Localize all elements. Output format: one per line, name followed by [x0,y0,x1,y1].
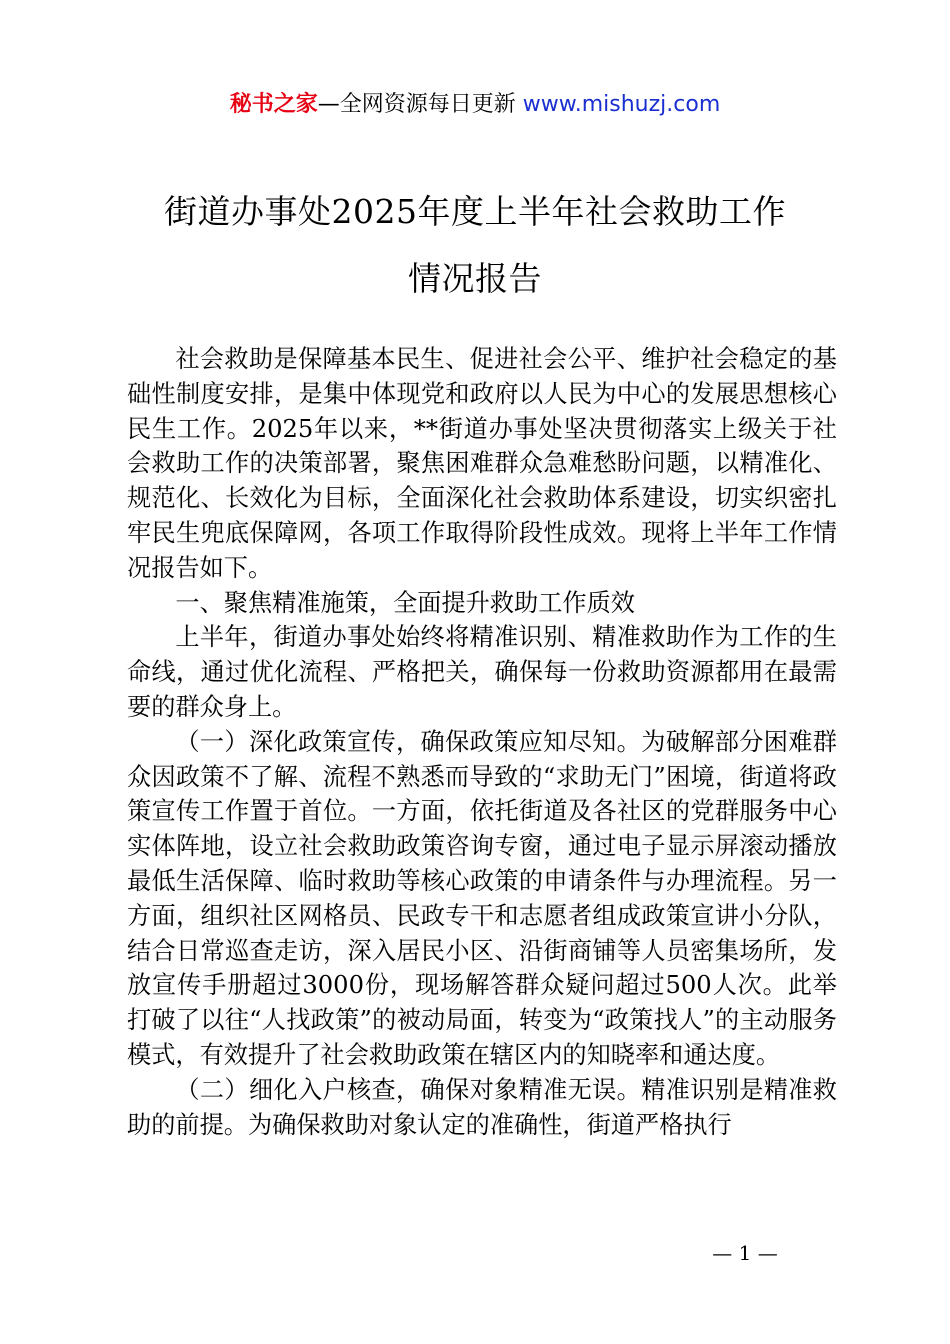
site-url-link[interactable]: www.mishuzj.com [522,92,721,117]
page-number: — 1 — [712,1241,778,1265]
document-title-line-2: 情况报告 [408,259,542,298]
document-title-line-1: 街道办事处2025年度上半年社会救助工作 [164,192,786,231]
site-header [0,88,950,122]
site-tagline: —全网资源每日更新 [317,92,516,117]
section-heading-1: 一、聚焦精准施策，全面提升救助工作质效 [175,588,635,617]
paragraph-section-1-intro: 上半年，街道办事处始终将精准识别、精准救助作为工作的生命线，通过优化流程、严格把关，确保每一份救助资源都用在最需要的群众身上。 [127,623,837,721]
paragraph-subsection-1: （一）深化政策宣传，确保政策应知尽知。为破解部分困难群众因政策不了解、流程不熟悉而导致的“求助无门”困境，街道将政策宣传工作置于首位。一方面，依托街道及各社区的党群服务中心实体阵地，设立社会救助政策咨询专窗，通过电子显示屏滚动播放最低生活保障、临时救助等核心政策的申请条件与办理流程。另一方面，组织社区网格员、民政专干和志愿者组成政策宣讲小分队，结合日常巡查走访，深入居民小区、沿街商铺等人员密集场所，发放宣传手册超过3000份，现场解答群众疑问超过500人次。此举打破了以往“人找政策”的被动局面，转变为“政策找人”的主动服务模式，有效提升了社会救助政策在辖区内的知晓率和通达度。 [127,727,837,1069]
site-brand: 秘书之家 [229,92,318,117]
paragraph-subsection-2: （二）细化入户核查，确保对象精准无误。精准识别是精准救助的前提。为确保救助对象认定的准确性，街道严格执行 [127,1075,837,1139]
document-body [127,342,837,1142]
paragraph-intro: 社会救助是保障基本民生、促进社会公平、维护社会稳定的基础性制度安排，是集中体现党和政府以人民为中心的发展思想核心民生工作。2025年以来，**街道办事处坚决贯彻落实上级关于社会救助工作的决策部署，聚焦困难群众急难愁盼问题，以精准化、规范化、长效化为目标，全面深化社会救助体系建设，切实织密扎牢民生兜底保障网，各项工作取得阶段性成效。现将上半年工作情况报告如下。 [127,345,837,582]
